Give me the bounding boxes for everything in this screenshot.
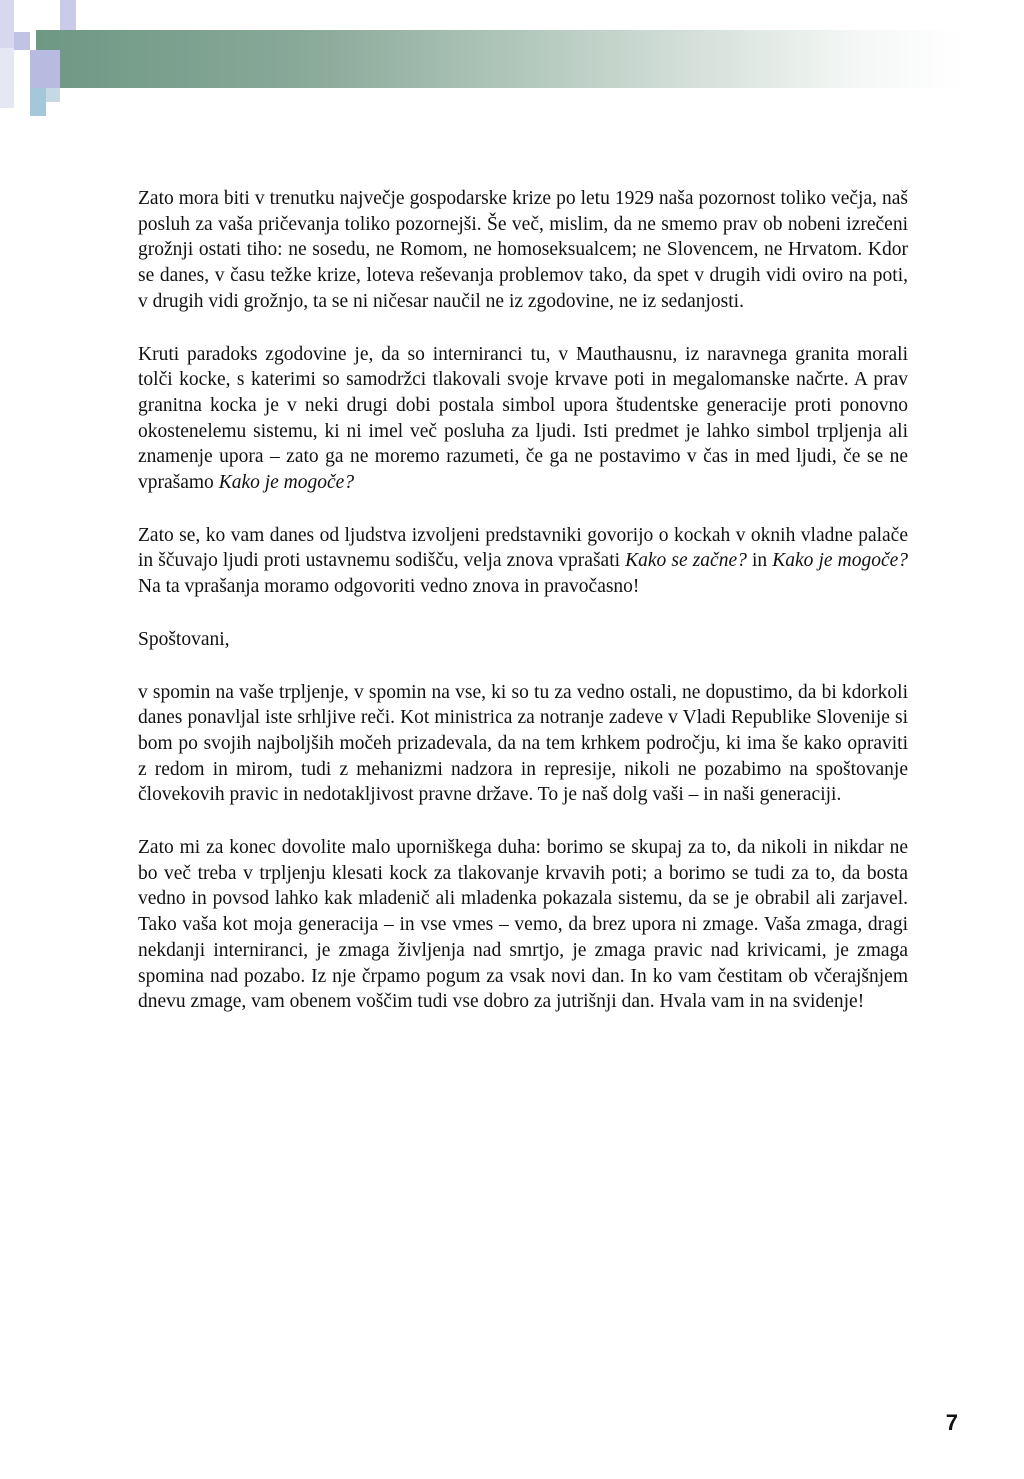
paragraph-5 (138, 835, 908, 1015)
paragraph-text: Zato mora biti v trenutku največje gospodarske krize po letu 1929 naša pozornost toliko večja, naš posluh za vaša pričevanja toliko pozornejši. Še več, mislim, da ne smemo prav ob nobeni izrečeni grožnji ostati tiho: ne sosedu, ne Romom, ne homoseksualcem; ne Slovencem, ne Hrvatom. Kdor se danes, v času težke krize, loteva reševanja problemov tako, da spet v drugih vidi oviro na poti, v drugih vidi grožnjo, ta se ni ničesar naučil ne iz zgodovine, ne iz sedanjosti. (138, 188, 908, 312)
paragraph-text: Kruti paradoks zgodovine je, da so interniranci tu, v Mauthausnu, iz naravnega granita morali tolči kocke, s katerimi so samodržci tlakovali svoje krvave poti in megalomanske načrte. A prav granitna kocka je v neki drugi dobi postala simbol upora študentske generacije proti ponovno okostenelemu sistemu, ki ni imel več posluha za ljudi. Isti predmet je lahko simbol trpljenja ali znamenje upora – zato ga ne moremo razumeti, če ga ne postavimo v čas in med ljudi, če se ne vprašamo (138, 343, 908, 494)
header-decor-square (60, 0, 76, 30)
paragraph-text: Na ta vprašanja moramo odgovoriti vedno znova in pravočasno! (138, 576, 640, 598)
paragraph-text: Zato mi za konec dovolite malo uporniškega duha: borimo se skupaj za to, da nikoli in nikdar ne bo več treba v trpljenju klesati kock za tlakovanje krvavih poti; a borimo se tudi za to, da bosta vedno in povsod lahko kak mladenič ali mladenka pokazala sistemu, da se je obrabil ali zarjavel. Tako vaša kot moja generacija – in vse vmes – vemo, da brez upora ni zmage. Vaša zmaga, dragi nekdanji interniranci, je zmaga življenja nad smrtjo, je zmaga pravic nad krivicami, je zmaga spomina nad pozabo. Iz nje črpamo pogum za vsak novi dan. In ko vam čestitam ob včerajšnjem dnevu zmage, vam obenem voščim tudi vse dobro za jutrišnji dan. Hvala vam in na svidenje! (138, 837, 908, 1013)
header-decor-square (14, 32, 30, 50)
header-decor-square (0, 48, 14, 108)
paragraph-4 (138, 680, 908, 809)
paragraph-text: in (746, 550, 773, 572)
document-body (138, 186, 908, 1042)
salutation (138, 627, 908, 653)
paragraph-text: Zato se, ko vam danes od ljudstva izvoljeni predstavniki govorijo o kockah v oknih vladne palače in ščuvajo ljudi proti ustavnemu sodišču, velja znova vprašati (138, 524, 908, 572)
header-decor-square (30, 88, 46, 116)
header-decor-square (30, 50, 60, 88)
italic-question: Kako je mogoče? (218, 472, 355, 494)
header-gradient-band (36, 30, 966, 88)
paragraph-1 (138, 186, 908, 315)
paragraph-text: v spomin na vaše trpljenje, v spomin na vse, ki so tu za vedno ostali, ne dopustimo, da bi kdorkoli danes ponavljal iste srhljive reči. Kot ministrica za notranje zadeve v Vladi Republike Slovenije si bom po svojih najboljših močeh prizadevala, da na tem krhkem področju, ki ima še kako opraviti z redom in mirom, tudi z mehanizmi nadzora in represije, nikoli ne pozabimo na spoštovanje človekovih pravic in nedotakljivost pravne države. To je naš dolg vaši – in naši generaciji. (138, 681, 908, 806)
paragraph-2 (138, 342, 908, 496)
header-decor-square (46, 88, 60, 102)
italic-question: Kako je mogoče? (772, 550, 908, 572)
paragraph-3 (138, 523, 908, 600)
paragraph-text: Spoštovani, (138, 628, 230, 650)
page-number: 7 (945, 1410, 958, 1435)
header-decor-square (0, 0, 14, 48)
italic-question: Kako se začne? (625, 550, 747, 572)
